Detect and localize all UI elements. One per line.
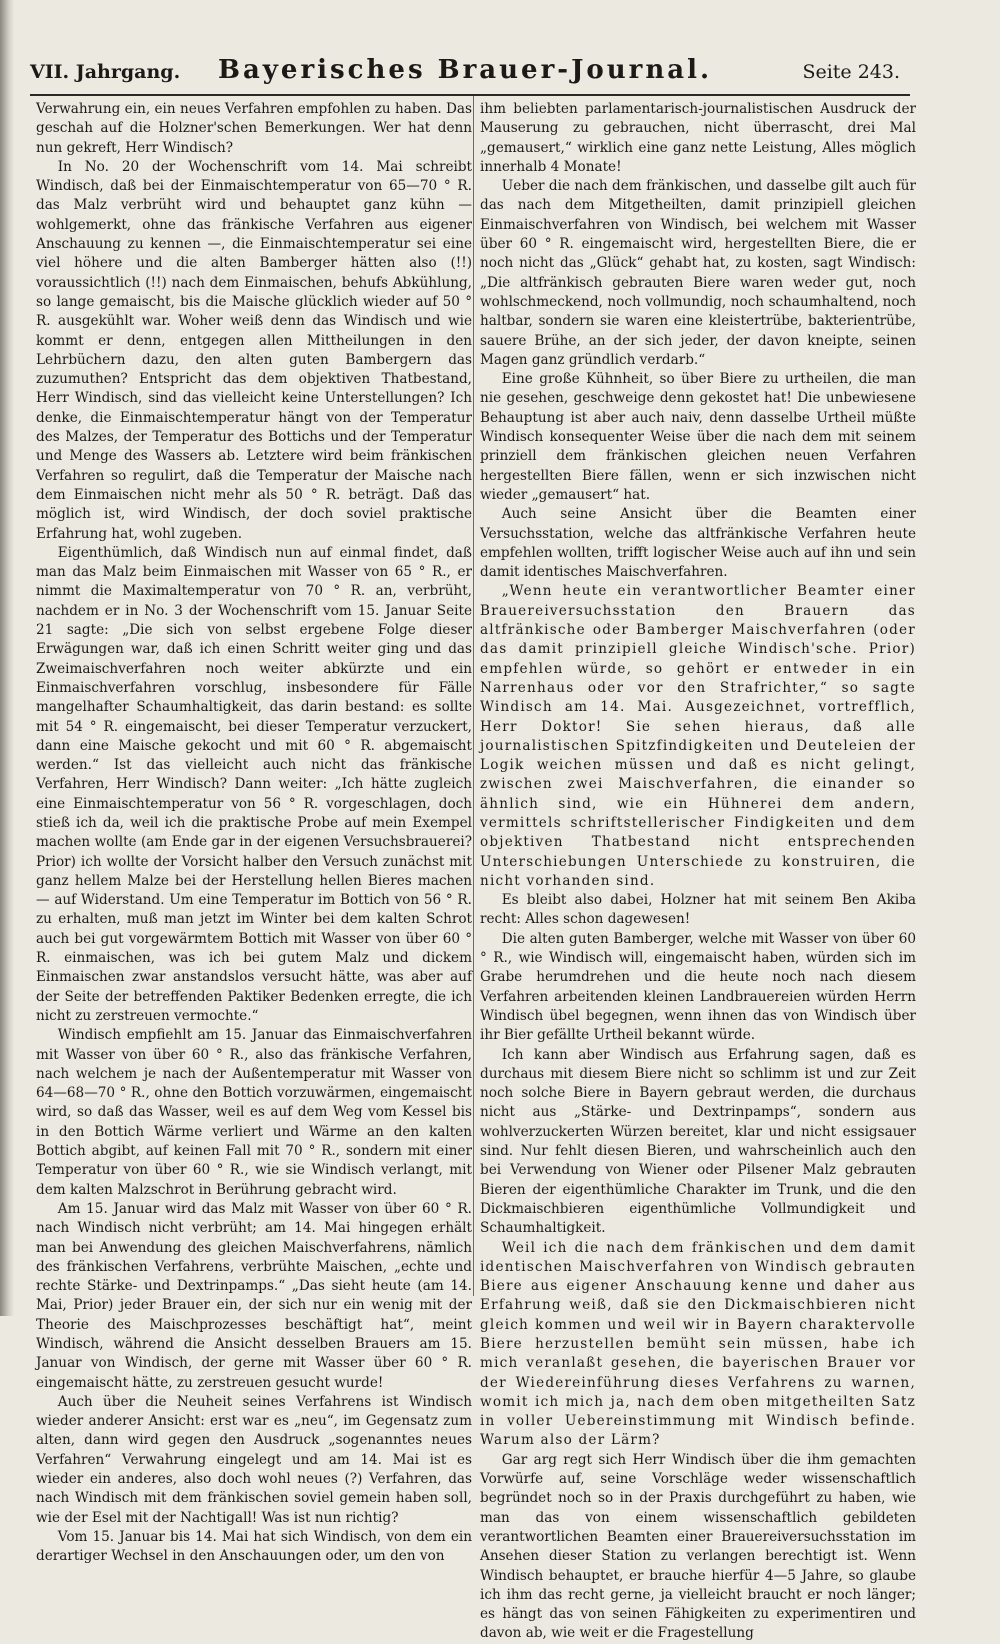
paragraph: Die alten guten Bamberger, welche mit Wasser von über 60 ° R., wie Windisch will, eingemaischt haben, würden sich im Grabe herumdrehen und die heute noch nach diesem Verfahren arbeitenden kleinen Landbrauereien würden Herrn Windisch übel begegnen, wenn ihnen das von Windisch über ihr Bier gefällte Urtheil bekannt würde. (480, 930, 916, 1044)
paragraph: Auch seine Ansicht über die Beamten einer Versuchsstation, welche das altfränkische Verfahren heute empfehlen wollten, trifft logischer Weise auch auf ihn und sein damit identisches Maischverfahren. (480, 506, 916, 581)
paragraph: „Wenn heute ein verantwortlicher Beamter einer Brauereiversuchsstation den Brauern das altfränkische oder Bamberger Maischverfahren (oder das damit prinzipiell gleiche Windisch'sche. Prior) empfehlen würde, so gehört er entweder in ein Narrenhaus oder vor den Strafrichter,“ so sagte Windisch am 14. Mai. Ausgezeichnet, vortrefflich, Herr Doktor! Sie sehen hieraus, daß alle journalistischen Spitzfindigkeiten und Deuteleien der Logik weichen müssen und daß es nicht gelingt, zwischen zwei Maischverfahren, die einander so ähnlich sind, wie ein Hühnerei dem andern, vermittels schriftstellerischer Findigkeiten und dem objektiven Thatbestand nicht entsprechenden Unterschiebungen Unterschiede zu konstruiren, die nicht vorhanden sind. (480, 583, 916, 889)
paragraph: Gar arg regt sich Herr Windisch über die ihm gemachten Vorwürfe auf, seine Vorschläge weder wissenschaftlich begründet noch so in der Praxis durchgeführt zu haben, wie man das von einem wissenschaftlich gebildeten verantwortlichen Beamten einer Brauereiversuchsstation im Ansehen dieser Station zu verlangen berechtigt ist. Wenn Windisch behauptet, er brauche hierfür 4—5 Jahre, so glaube ich ihm das recht gerne, ja vielleicht braucht er noch länger; es hängt das von seinen Fähigkeiten zu experimentiren und davon ab, wie weit er die Fragestellung (480, 1451, 916, 1642)
right-column (480, 100, 916, 1642)
header-rule (30, 94, 910, 96)
paragraph: Eigenthümlich, daß Windisch nun auf einmal findet, daß man das Malz beim Einmaischen mit Wasser von 65 ° R., er nimmt die Maximaltemperatur von 70 ° R. an, verbrüht, nachdem er in No. 3 der Wochenschrift vom 15. Januar Seite 21 sagte: „Die sich von selbst ergebene Folge dieser Erwägungen war, daß ich einen Schritt weiter ging und das Zweimaischverfahren noch weiter abkürzte und ein Einmaischverfahren vorschlug, insbesondere für Fälle mangelhafter Schaumhaltigkeit, das darin bestand: es sollte mit 54 ° R. eingemaischt, bei dieser Temperatur verzuckert, dann eine Maische gekocht und mit 60 ° R. abgemaischt werden.“ Ist das vielleicht auch nicht das fränkische Verfahren, Herr Windisch? Dann weiter: „Ich hätte zugleich eine Einmaischtemperatur von 56 ° R. vorgeschlagen, doch stieß ich da, weil ich die praktische Probe auf mein Exempel machen wollte (am Ende gar in der eigenen Versuchsbrauerei? Prior) ich wollte der Vorsicht halber den Versuch zunächst mit ganz hellem Malze bei der Herstellung hellen Bieres machen — auf Widerstand. Um eine Temperatur im Bottich von 56 ° R. zu erhalten, muß man jetzt im Winter bei dem kalten Schrot auch bei gut vorgewärmtem Bottich mit Wasser von über 60 ° R. einmaischen, was ich bei gutem Malz und dickem Einmaischen zwar anstandslos versucht hätte, was aber auf der Seite der betreffenden Paktiker Bedenken erregte, die ich nicht zu zerstreuen vermochte.“ (36, 544, 472, 1024)
paragraph: Ueber die nach dem fränkischen, und dasselbe gilt auch für das nach dem Mitgetheilten, damit prinzipiell gleichen Einmaischverfahren von Windisch, bei welchem mit Wasser über 60 ° R. eingemaischt wird, hergestellten Biere, die er noch nicht das „Glück“ gehabt hat, zu kosten, sagt Windisch: „Die altfränkisch gebrauten Biere waren weder gut, noch wohlschmeckend, noch vollmundig, noch schaumhaltend, noch haltbar, sondern sie waren eine kleistertrübe, bakterientrübe, sauere Brühe, an der sich jeder, der davon kneipte, seinen Magen ganz gründlich verdarb.“ (480, 178, 916, 368)
volume-label: VII. Jahrgang. (30, 61, 181, 83)
paragraph: Verwahrung ein, ein neues Verfahren empfohlen zu haben. Das geschah auf die Holzner'schen Bemerkungen. Wer hat denn nun gekreft, Herr Windisch? (36, 101, 472, 156)
paragraph: Vom 15. Januar bis 14. Mai hat sich Windisch, von dem ein derartiger Wechsel in den Anschauungen oder, um den von (36, 1528, 472, 1565)
left-column (36, 100, 472, 1565)
paragraph: Weil ich die nach dem fränkischen und dem damit identischen Maischverfahren von Windisch gebrauten Biere aus eigener Anschauung kenne und daher aus Erfahrung weiß, daß sie den Dickmaischbieren nicht gleich kommen und weil wir in Bayern charaktervolle Biere herzustellen bemüht sein müssen, habe ich mich veranlaßt gesehen, die bayerischen Brauer vor der Wiedereinführung dieses Verfahrens zu warnen, womit ich mich ja, nach dem oben mitgetheilten Satz in voller Uebereinstimmung mit Windisch befinde. Warum also der Lärm? (480, 1239, 916, 1449)
page-header (30, 55, 900, 95)
paragraph: Auch über die Neuheit seines Verfahrens ist Windisch wieder anderer Ansicht: erst war es „neu“, im Gegensatz zum alten, dann wird gegen den Ausdruck „sogenanntes neues Verfahren“ Verwahrung eingelegt und am 14. Mai ist es wieder ein anderes, also doch wohl neues (?) Verfahren, das nach Windisch mit dem fränkischen soviel gemein haben soll, wie der Esel mit der Nachtigall! Was ist nun richtig? (36, 1393, 472, 1526)
paragraph: Eine große Kühnheit, so über Biere zu urtheilen, die man nie gesehen, geschweige denn gekostet hat! Die unbewiesene Behauptung ist aber auch naiv, denn dasselbe Urtheil müßte Windisch konsequenter Weise über die nach dem mit seinem prinziell dem fränkischen gleichen neuen Verfahren hergestellten Biere fällen, wenn er sich inzwischen nicht wieder „gemausert“ hat. (480, 371, 916, 503)
page-edge-shadow (0, 0, 14, 1316)
paragraph: ihm beliebten parlamentarisch-journalistischen Ausdruck der Mauserung zu gebrauchen, nicht überrascht, drei Mal „gemausert,“ wirklich eine ganz nette Leistung, Alles möglich innerhalb 4 Monate! (480, 101, 916, 175)
page-number: Seite 243. (802, 61, 900, 83)
paragraph: Windisch empfiehlt am 15. Januar das Einmaischverfahren mit Wasser von über 60 ° R., also das fränkische Verfahren, nach welchem je nach der Außentemperatur mit Wasser von 64—68—70 ° R., ohne den Bottich vorzuwärmen, eingemaischt wird, so daß das Wasser, weil es auf dem Weg vom Kessel bis in den Bottich Wärme verliert und Wärme an den kalten Bottich abgibt, auf keinen Fall mit 70 ° R., sondern mit einer Temperatur von über 60 ° R., wie sie Windisch verlangt, mit dem kalten Malzschrot in Berührung gebracht wird. (36, 1027, 472, 1198)
paragraph: Es bleibt also dabei, Holzner hat mit seinem Ben Akiba recht: Alles schon dagewesen! (480, 892, 916, 928)
paragraph: Ich kann aber Windisch aus Erfahrung sagen, daß es durchaus mit diesem Biere nicht so schlimm ist und zur Zeit noch solche Biere in Bayern gebraut werden, die durchaus nicht aus „Stärke- und Dextrinpamps“, sondern aus wohlverzuckerten Würzen bereitet, klar und nicht essigsauer sind. Nur fehlt diesen Bieren, und wahrscheinlich auch den bei Verwendung von Wiener oder Pilsener Malz gebrauten Bieren der eigenthümliche Charakter im Trunk, und die den Dickmaischbieren eigenthümliche Vollmundigkeit und Schaumhaltigkeit. (480, 1046, 916, 1237)
paragraph: In No. 20 der Wochenschrift vom 14. Mai schreibt Windisch, daß bei der Einmaischtemperatur von 65—70 ° R. das Malz verbrüht wird und behauptet ganz kühn — wohlgemerkt, ohne das fränkische Verfahren aus eigener Anschauung zu kennen —, die Einmaischtemperatur sei eine viel höhere und die alten Bamberger hätten also (!!) voraussichtlich (!!) nach dem Einmaischen, behufs Abkühlung, so lange gemaischt, bis die Maische glücklich wieder auf 50 ° R. ausgekühlt war. Woher weiß denn das Windisch und wie kommt er denn, entgegen allen Mittheilungen in den Lehrbüchern dazu, den alten guten Bambergern das zuzumuthen? Entspricht das dem objektiven Thatbestand, Herr Windisch, sind das vielleicht keine Unterstellungen? Ich denke, die Einmaischtemperatur hängt von der Temperatur des Malzes, der Temperatur des Bottichs und der Temperatur und Menge des Wassers ab. Letztere wird beim fränkischen Verfahren so regulirt, daß die Temperatur der Maische nach dem Einmaischen nicht mehr als 50 ° R. beträgt. Daß das möglich ist, wird Windisch, der doch soviel praktische Erfahrung hat, wohl zugeben. (36, 158, 472, 542)
journal-title: Bayerisches Brauer-Journal. (217, 55, 713, 85)
column-divider (473, 96, 474, 1296)
paragraph: Am 15. Januar wird das Malz mit Wasser von über 60 ° R. nach Windisch nicht verbrüht; am 14. Mai hingegen erhält man bei Anwendung des gleichen Maischverfahrens, nämlich des fränkischen Verfahrens, verbrühte Maischen, „echte und rechte Stärke- und Dextrinpamps.“ „Das sieht heute (am 14. Mai, Prior) jeder Brauer ein, der sich nur ein wenig mit der Theorie des Maischprozesses beschäftigt hat“, meint Windisch, während die Ansicht desselben Brauers am 15. Januar von Windisch, der gerne mit Wasser über 60 ° R. eingemaischt hätte, zu zerstreuen gesucht wurde! (36, 1200, 472, 1391)
